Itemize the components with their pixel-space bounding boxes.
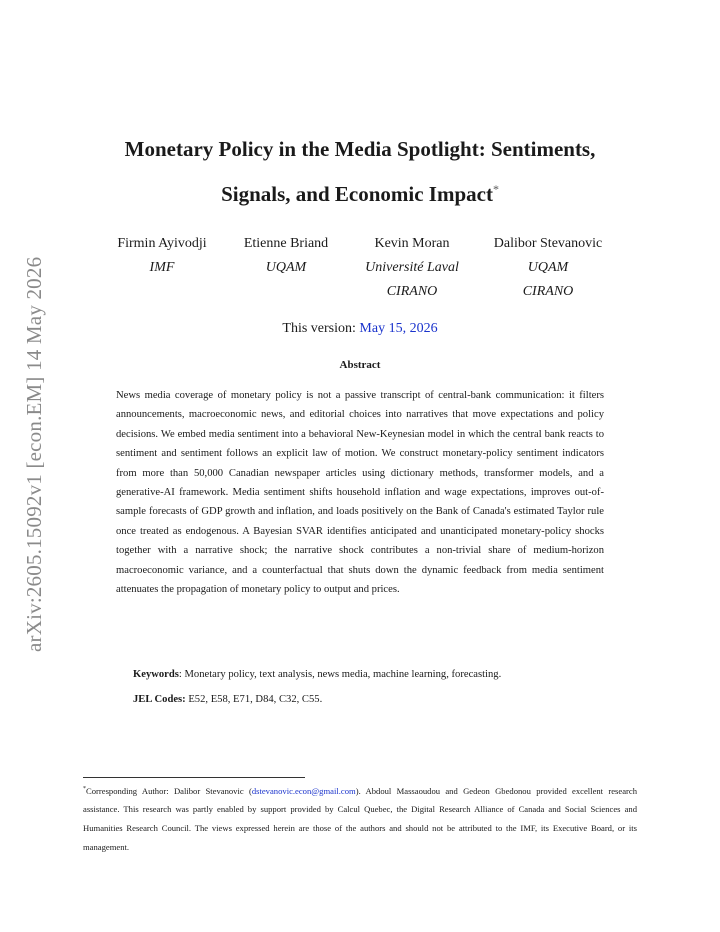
title-line-2	[100, 169, 620, 214]
author-block	[354, 232, 470, 304]
title-line-1: Monetary Policy in the Media Spotlight: Sentiments,	[124, 137, 596, 161]
author-name: Firmin Ayivodji	[117, 236, 207, 251]
footnote-lead: Corresponding Author: Dalibor Stevanovic (	[86, 785, 252, 796]
author-name: Kevin Moran	[374, 236, 450, 251]
keywords-label: Keywords	[133, 669, 179, 680]
title-line-2-text: Signals, and Economic Impact	[221, 182, 493, 206]
jel-codes	[133, 690, 613, 709]
footnote-rest: ). Abdoul Massaoudou and Gedeon Gbedonou provided excellent research assistance. This research was partly enabled by support provided by Calcul Quebec, the Digital Research Alliance of Canada and Social Sciences and Humanities Research Council. The views expressed herein are those of the authors and should not be attributed to the IMF, its Executive Board, or its management.	[83, 785, 637, 852]
version-line	[0, 321, 720, 337]
keywords-text: : Monetary policy, text analysis, news media, machine learning, forecasting.	[178, 669, 502, 680]
author-affiliation: IMF	[149, 260, 175, 275]
paper-title	[100, 129, 620, 214]
author-affiliation-2: CIRANO	[522, 284, 574, 299]
author-block	[482, 232, 614, 304]
author-block	[108, 232, 216, 280]
version-label: This version:	[282, 321, 356, 336]
author-affiliation: Université Laval	[365, 260, 459, 275]
footnote-marker: *	[83, 786, 86, 792]
author-block	[230, 232, 342, 280]
version-date-link[interactable]: May 15, 2026	[359, 321, 438, 336]
jel-label: JEL Codes:	[133, 694, 186, 705]
abstract-heading: Abstract	[339, 359, 381, 371]
footnote-rule	[83, 777, 305, 778]
author-affiliation-2: CIRANO	[386, 284, 438, 299]
abstract-text: News media coverage of monetary policy is not a passive transcript of central-bank communication: it filters announcements, macroeconomic news, and editorial choices into narratives that move expectations and policy decisions. We embed media sentiment into a behavioral New-Keynesian model in which the central bank reacts to sentiment and sentiment follows an explicit law of motion. We construct monetary-policy sentiment indicators from more than 50,000 Canadian newspaper articles using dictionary methods, transformer models, and a generative-AI framework. Media sentiment shifts household inflation and wage expectations, improves out-of-sample forecasts of GDP growth and inflation, and loads positively on the Bank of Canada's estimated Taylor rule once treated as endogenous. A Bayesian SVAR identifies anticipated and unanticipated monetary-policy shocks together with a narrative shock; the narrative shock contributes a non-trivial share of medium-horizon macroeconomic variance, and a counterfactual that shuts down the dynamic feedback from media sentiment attenuates the propagation of monetary policy to output and prices.	[116, 390, 604, 596]
title-footnote-marker: *	[492, 182, 499, 196]
arxiv-identifier: arXiv:2605.15092v1 [econ.EM] 14 May 2026	[22, 256, 46, 652]
author-affiliation: UQAM	[265, 260, 307, 275]
author-name: Etienne Briand	[243, 236, 329, 251]
author-affiliation: UQAM	[527, 260, 569, 275]
keywords	[133, 665, 613, 684]
email-link[interactable]: dstevanovic.econ@gmail.com	[251, 785, 356, 796]
author-name: Dalibor Stevanovic	[493, 236, 603, 251]
jel-text: E52, E58, E71, D84, C32, C55.	[185, 694, 323, 705]
footnote	[83, 780, 637, 856]
